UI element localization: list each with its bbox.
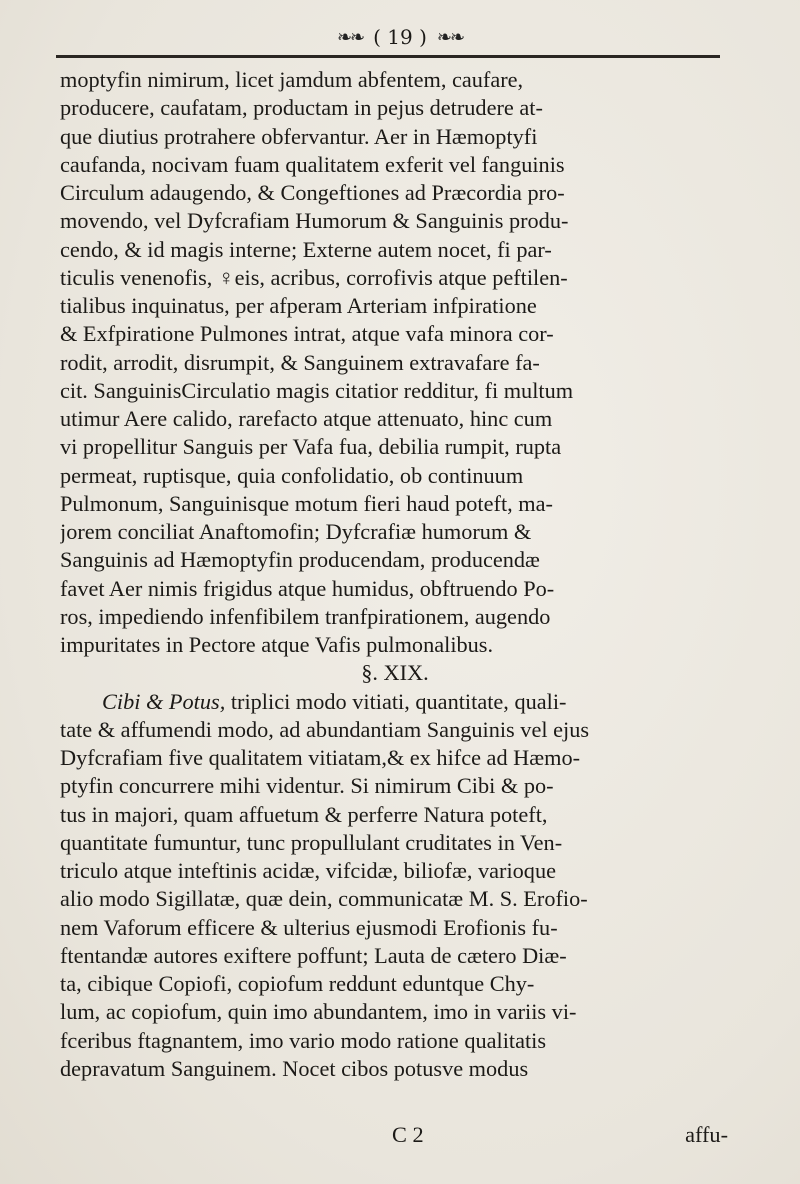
text-line: ta, cibique Copiofi, copiofum reddunt eduntque Chy- xyxy=(60,971,535,996)
text-line: tus in majori, quam affuetum & perferre Natura poteft, xyxy=(60,801,548,827)
text-line: ftentandæ autores exiftere poffunt; Lauta de cætero Diæ- xyxy=(60,942,567,968)
text-line: ticulis venenofis, ♀eis, acribus, corrofivis atque peftilen- xyxy=(60,264,568,290)
text-line: Pulmonum, Sanguinisque motum fieri haud poteft, ma- xyxy=(60,490,553,516)
catchword: affu- xyxy=(685,1122,728,1147)
text-line: vi propellitur Sanguis per Vafa fua, debilia rumpit, rupta xyxy=(60,434,562,460)
ornament-left-icon: ❧❧ xyxy=(336,26,364,48)
text-line: triculo atque inteftinis acidæ, vifcidæ, biliofæ, varioque xyxy=(60,858,556,883)
page-number: ( 19 ) xyxy=(373,25,427,49)
ornament-right-icon: ❧❧ xyxy=(436,26,464,48)
text-line: que diutius protrahere obfervantur. Aer in Hæmoptyfi xyxy=(60,123,538,149)
text-line: Dyfcrafiam five qualitatem vitiatam,& ex hifce ad Hæmo- xyxy=(60,745,581,770)
section-heading: §. XIX. xyxy=(361,660,429,686)
text-line: & Exfpiratione Pulmones intrat, atque vafa minora cor- xyxy=(60,321,554,347)
text-line: tialibus inquinatus, per afperam Arteriam infpiratione xyxy=(60,293,537,318)
text-line: ptyfin concurrere mihi videntur. Si nimirum Cibi & po- xyxy=(60,773,554,799)
body-text xyxy=(60,66,730,1083)
running-header xyxy=(250,20,550,54)
text-line: tate & affumendi modo, ad abundantiam Sanguinis vel ejus xyxy=(60,716,590,742)
text-line: ros, impediendo infenfibilem tranfpirationem, augendo xyxy=(60,603,551,629)
text-line: Sanguinis ad Hæmoptyfin producendam, producendæ xyxy=(60,547,540,573)
lead-italic: Cibi & Potus, xyxy=(102,688,226,714)
text-line: permeat, ruptisque, quia confolidatio, ob continuum xyxy=(60,462,524,488)
text-line: favet Aer nimis frigidus atque humidus, obftruendo Po- xyxy=(60,575,555,601)
text-line: rodit, arrodit, disrumpit, & Sanguinem extravafare fa- xyxy=(60,349,540,375)
text-line: cendo, & id magis interne; Externe autem nocet, fi par- xyxy=(60,236,552,262)
text-line: producere, caufatam, productam in pejus detrudere at- xyxy=(60,95,543,121)
text-line: caufanda, nocivam fuam qualitatem exferit vel fanguinis xyxy=(60,151,565,177)
text-line: moptyfin nimirum, licet jamdum abfentem, caufare, xyxy=(60,67,524,92)
signature-mark: C 2 xyxy=(392,1122,424,1147)
text-line: utimur Aere calido, rarefacto atque attenuato, hinc cum xyxy=(60,406,553,431)
text-line: depravatum Sanguinem. Nocet cibos potusve modus xyxy=(60,1055,529,1081)
text-line: quantitate fumuntur, tunc propullulant cruditates in Ven- xyxy=(60,829,563,855)
text-line: cit. SanguinisCirculatio magis citatior redditur, fi multum xyxy=(60,377,574,403)
text-line: impuritates in Pectore atque Vafis pulmonalibus. xyxy=(60,632,494,657)
lead-rest: triplici modo vitiati, quantitate, quali- xyxy=(225,688,567,714)
header-rule xyxy=(56,55,720,58)
text-line: lum, ac copiofum, quin imo abundantem, imo in variis vi- xyxy=(60,999,577,1025)
text-line: nem Vaforum efficere & ulterius ejusmodi Erofionis fu- xyxy=(60,914,558,940)
text-line: jorem conciliat Anaftomofin; Dyfcrafiæ humorum & xyxy=(60,519,532,544)
text-line: Circulum adaugendo, & Congeftiones ad Præcordia pro- xyxy=(60,180,565,205)
paragraph-first-line xyxy=(60,688,730,716)
text-line: alio modo Sigillatæ, quæ dein, communicatæ M. S. Erofio- xyxy=(60,886,588,912)
text-line: movendo, vel Dyfcrafiam Humorum & Sanguinis produ- xyxy=(60,208,569,234)
page-footer xyxy=(60,1122,728,1152)
text-line: fceribus ftagnantem, imo vario modo ratione qualitatis xyxy=(60,1027,547,1053)
